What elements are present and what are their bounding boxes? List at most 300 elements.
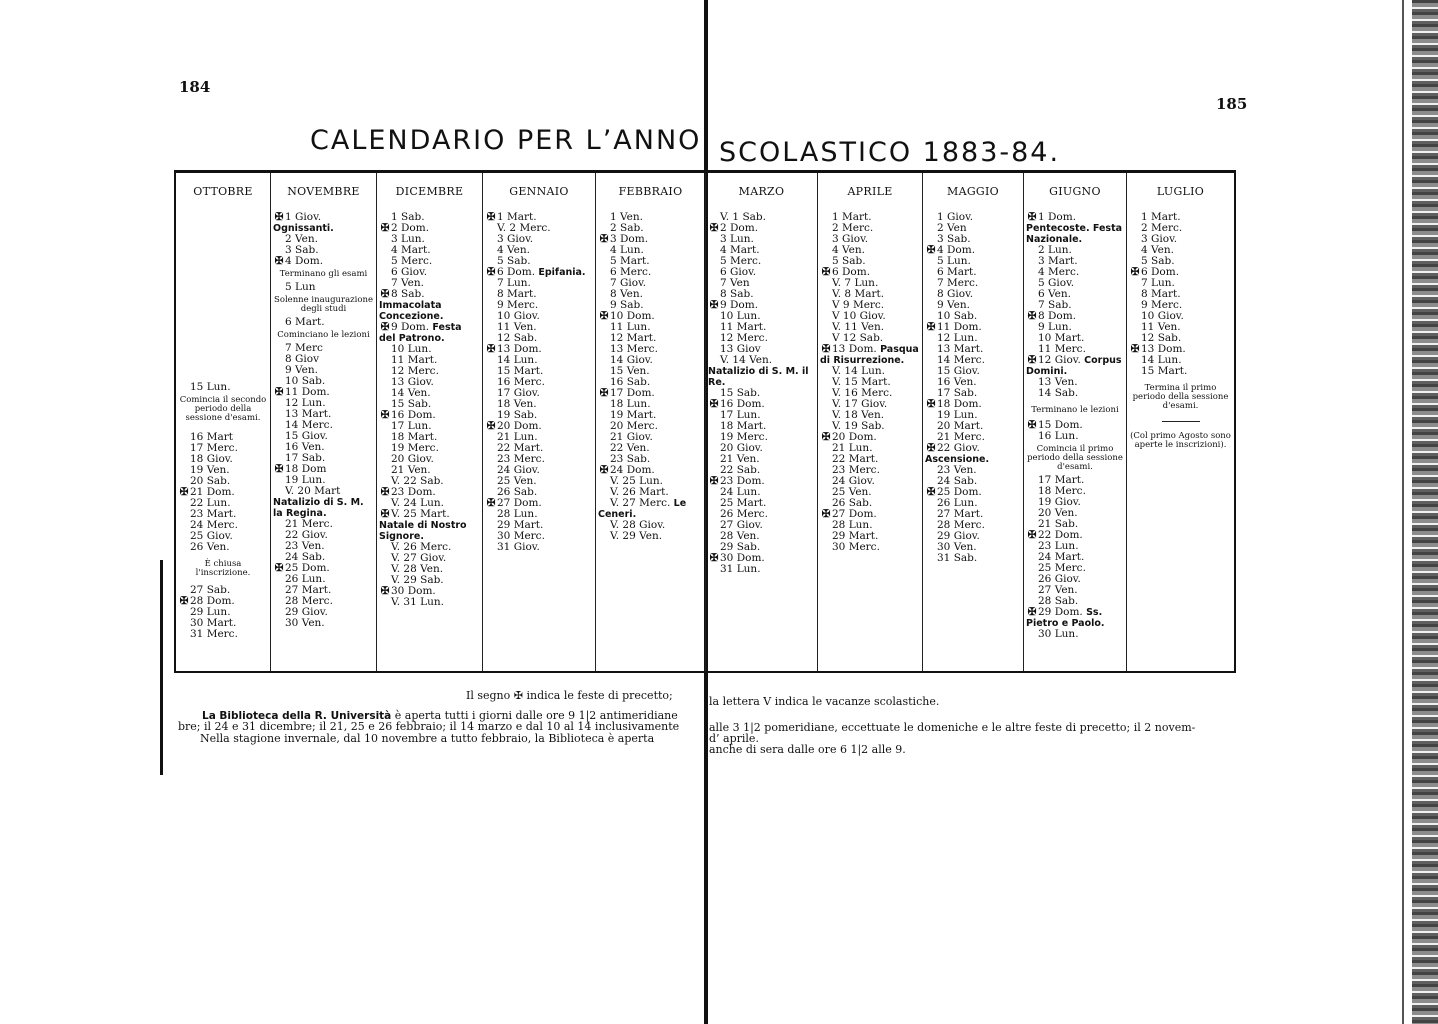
month-header: DICEMBRE [395,185,464,198]
day-label: 10 Dom. [610,310,655,322]
day-label: 10 Giov. [1141,310,1184,322]
day-label: 1 Mart. [832,211,872,223]
day-label: 21 Lun. [497,431,538,443]
day-label: 14 Merc. [285,419,333,431]
day-label: 3 Sab. [937,233,971,245]
day-label: 12 Merc. [391,365,439,377]
day-label: 13 Merc. [610,343,658,355]
day-label: 4 Lun. [610,244,644,256]
day-entry [1026,355,1124,377]
day-label: 10 Sab. [285,375,326,387]
holy-day-cross-icon: ✠ [179,595,189,607]
day-entry [1026,212,1124,245]
day-label: 6 Dom. [832,266,871,278]
day-label: 10 Giov. [497,310,540,322]
calendar-note: Cominciano le lezioni [277,330,370,340]
day-label: 1 Dom. [1038,211,1077,223]
day-label: 24 Sab. [285,551,326,563]
day-label: 7 Ven. [391,277,424,289]
feast-name: Pasqua di Risurrezione. [820,344,919,366]
day-label: 11 Ven. [1141,321,1181,333]
calendar-table [174,170,1236,673]
day-label: 27 Mart. [937,508,984,520]
day-label: 5 Lun. [937,255,971,267]
legend-right: la lettera V indica le vacanze scolastiche. [709,695,940,708]
day-label: 24 Giov. [832,475,875,487]
feast-name: Immacolata Concezione. [379,300,444,322]
day-label: 22 Ven. [610,442,650,454]
holy-day-cross-icon: ✠ [274,463,284,475]
holy-day-cross-icon: ✠ [179,486,189,498]
day-label: 4 Mart. [720,244,760,256]
day-label: 16 Sab. [610,376,651,388]
holy-day-cross-icon: ✠ [380,288,390,300]
day-label: 4 Ven. [497,244,530,256]
day-label: 9 Merc. [497,299,539,311]
day-label: 20 Dom. [832,431,877,443]
holy-day-cross-icon: ✠ [380,486,390,498]
day-label: 31 Giov. [497,541,540,553]
day-entry [598,498,703,520]
day-label: 6 Ven. [1038,288,1071,300]
day-label: 11 Dom. [285,386,330,398]
day-label: 12 Merc. [720,332,768,344]
day-label: 25 Merc. [1038,562,1086,574]
day-label: 7 Merc. [937,277,979,289]
holy-day-cross-icon: ✠ [274,386,284,398]
holy-day-cross-icon: ✠ [599,464,609,476]
month-header: MARZO [738,185,785,198]
day-label: 12 Sab. [497,332,538,344]
day-entry [925,443,1021,465]
holy-day-cross-icon: ✠ [821,431,831,443]
day-label: 17 Lun. [720,409,761,421]
day-label: 22 Mart. [497,442,544,454]
page-title [310,125,1070,168]
day-label: 21 Merc. [937,431,985,443]
holy-day-cross-icon: ✠ [1130,343,1140,355]
day-label: 25 Ven. [497,475,537,487]
day-label: 24 Giov. [497,464,540,476]
binding-shadow-line [1402,0,1404,1024]
day-label: 16 Dom. [720,398,765,410]
day-label: 17 Dom. [610,387,655,399]
holy-day-cross-icon: ✠ [274,211,284,223]
day-entry [820,542,920,553]
day-label: 18 Lun. [610,398,651,410]
day-label: 18 Dom [285,463,327,475]
title-right: SCOLASTICO 1883-84. [719,137,1061,168]
day-label: 8 Giov. [937,288,974,300]
day-label: V. 19 Sab. [832,420,885,432]
holy-day-cross-icon: ✠ [821,266,831,278]
holy-day-cross-icon: ✠ [926,442,936,454]
day-label: 15 Dom. [1038,419,1083,431]
day-label: 6 Dom. [497,266,539,278]
month-column-gennaio [483,173,596,671]
day-entry [273,486,374,519]
day-label: 28 Merc. [285,595,333,607]
day-label: 8 Dom. [1038,310,1077,322]
day-entry [273,282,374,293]
day-label: 9 Sab. [610,299,644,311]
day-label: 23 Dom. [720,475,765,487]
day-label: 19 Lun. [285,474,326,486]
day-entry [273,618,374,629]
day-label: 17 Lun. [391,420,432,432]
holy-day-cross-icon: ✠ [486,343,496,355]
day-label: 7 Lun. [497,277,531,289]
day-label: 13 Mart. [285,408,332,420]
month-column-dicembre [377,173,483,671]
day-label: 2 Ven [937,222,967,234]
day-label: 5 Mart. [610,255,650,267]
holy-day-cross-icon: ✠ [926,486,936,498]
day-label: 23 Merc. [497,453,545,465]
day-label: 5 Lun [285,281,316,293]
holy-day-cross-icon: ✠ [926,398,936,410]
day-label: V. 25 Lun. [610,475,663,487]
day-label: 1 Ven. [610,211,643,223]
day-label: 15 Mart. [497,365,544,377]
day-label: 7 Ven [720,277,750,289]
month-header: GIUGNO [1049,185,1101,198]
day-label: 19 Giov. [1038,496,1081,508]
holy-day-cross-icon: ✠ [1027,529,1037,541]
spacer [178,553,268,557]
day-label: 19 Lun. [937,409,978,421]
day-label: 23 Dom. [391,486,436,498]
month-column-giugno [1024,173,1127,671]
holy-day-cross-icon: ✠ [1130,266,1140,278]
day-label: 28 Lun. [497,508,538,520]
day-label: 20 Dom. [497,420,542,432]
day-label: 29 Lun. [190,606,231,618]
feast-name: Natalizio di S. M. il Re. [708,366,809,388]
day-label: 19 Mart. [610,409,657,421]
spacer [178,212,268,382]
day-entry [379,509,480,542]
day-label: 11 Dom. [937,321,982,333]
holy-day-cross-icon: ✠ [380,222,390,234]
day-label: 6 Merc. [610,266,652,278]
holy-day-cross-icon: ✠ [926,244,936,256]
day-label: 26 Sab. [832,497,873,509]
day-label: 10 Lun. [391,343,432,355]
day-label: 4 Dom. [285,255,324,267]
spacer [1026,399,1124,403]
day-label: 2 Dom. [391,222,430,234]
day-label: 7 Merc [285,342,323,354]
library-note-line2-right: d’ aprile. [709,732,759,745]
library-line1-text: è aperta tutti i giorni dalle ore 9 1|2 antimeridiane [394,709,678,722]
day-label: 26 Ven. [190,541,230,553]
day-entry [708,355,815,388]
day-label: 6 Giov. [391,266,428,278]
day-label: 5 Sab. [1141,255,1175,267]
day-entry [273,256,374,267]
day-entry [178,629,268,640]
holy-day-cross-icon: ✠ [380,409,390,421]
holy-day-cross-icon: ✠ [709,475,719,487]
day-label: 20 Mart. [937,420,984,432]
day-label: 20 Giov. [391,453,434,465]
holy-day-cross-icon: ✠ [1027,606,1037,618]
day-label: 3 Giov. [1141,233,1178,245]
title-left: CALENDARIO PER L’ANNO [310,125,702,156]
day-label: 18 Giov. [190,453,233,465]
day-label: V. 20 Mart [285,485,341,497]
day-entry [1026,431,1124,442]
day-label: 15 Mart. [1141,365,1188,377]
day-label: 30 Mart. [190,617,237,629]
day-label: 23 Mart. [190,508,237,520]
day-label: 29 Giov. [285,606,328,618]
day-label: 9 Dom. [391,321,433,333]
day-label: 16 Ven. [937,376,977,388]
day-label: V. 31 Lun. [391,596,444,608]
day-label: 17 Mart. [1038,474,1085,486]
day-entry [1026,388,1124,399]
day-label: 29 Sab. [720,541,761,553]
day-label: 26 Lun. [937,497,978,509]
calendar-note: Comincia il secondo periodo della sessione d'esami. [179,395,267,423]
holy-day-cross-icon: ✠ [926,321,936,333]
day-label: 21 Ven. [391,464,431,476]
day-label: 27 Mart. [285,584,332,596]
holy-day-cross-icon: ✠ [486,497,496,509]
day-label: 8 Giov [285,353,320,365]
day-label: 24 Sab. [937,475,978,487]
day-entry [708,564,815,575]
day-label: 8 Ven. [610,288,643,300]
day-label: V. 1 Sab. [720,211,766,223]
day-label: 30 Lun. [1038,628,1079,640]
day-label: 24 Mart. [1038,551,1085,563]
day-label: 14 Ven. [391,387,431,399]
day-label: 2 Dom. [720,222,759,234]
day-label: 13 Dom. [832,343,881,355]
day-label: 17 Sab. [937,387,978,399]
holy-day-cross-icon: ✠ [486,266,496,278]
day-label: V. 14 Ven. [720,354,773,366]
holy-day-cross-icon: ✠ [274,562,284,574]
page-edge-mark [160,560,163,775]
day-label: 3 Sab. [285,244,319,256]
day-label: V 12 Sab. [832,332,884,344]
day-label: 19 Ven. [190,464,230,476]
day-label: 7 Giov. [610,277,647,289]
day-label: 7 Sab. [1038,299,1072,311]
day-label: 22 Mart. [832,453,879,465]
month-column-marzo [706,173,818,671]
day-label: 12 Lun. [285,397,326,409]
day-label: 17 Merc. [190,442,238,454]
feast-name: Natalizio di S. M. la Regina. [273,497,364,519]
library-note-line3: Nella stagione invernale, dal 10 novembre a tutto febbraio, la Biblioteca è aperta [200,732,655,745]
day-label: 30 Merc. [497,530,545,542]
day-label: 18 Ven. [497,398,537,410]
day-label: 3 Giov. [832,233,869,245]
day-label: 25 Dom. [285,562,330,574]
day-label: 28 Dom. [190,595,235,607]
day-label: 9 Dom. [720,299,759,311]
day-label: 16 Ven. [285,441,325,453]
day-label: 20 Giov. [720,442,763,454]
day-label: 14 Lun. [497,354,538,366]
day-label: V. 16 Merc. [832,387,893,399]
day-label: 11 Ven. [497,321,537,333]
day-label: 24 Dom. [610,464,655,476]
day-label: 14 Lun. [1141,354,1182,366]
day-label: V. 26 Mart. [610,486,669,498]
day-label: 27 Sab. [190,584,231,596]
day-entry [1129,366,1232,377]
day-label: 14 Sab. [1038,387,1079,399]
day-label: 24 Lun. [720,486,761,498]
holy-day-cross-icon: ✠ [709,299,719,311]
day-label: 11 Mart. [720,321,767,333]
divider-rule [1162,421,1200,422]
day-label: 25 Dom. [937,486,982,498]
day-label: 23 Merc. [832,464,880,476]
month-column-febbraio [596,173,706,671]
holy-day-cross-icon: ✠ [486,211,496,223]
day-label: 13 Ven. [1038,376,1078,388]
month-column-luglio [1127,173,1234,671]
day-label: 4 Mart. [391,244,431,256]
day-label: 28 Merc. [937,519,985,531]
day-label: 17 Giov. [497,387,540,399]
day-entry [178,542,268,553]
day-label: 31 Merc. [190,628,238,640]
day-label: 26 Lun. [285,573,326,585]
holy-day-cross-icon: ✠ [486,420,496,432]
day-label: 5 Merc. [720,255,762,267]
day-label: 21 Sab. [1038,518,1079,530]
month-header: FEBBRAIO [618,185,683,198]
day-label: 3 Lun. [720,233,754,245]
day-label: 3 Giov. [497,233,534,245]
day-label: V 10 Giov. [832,310,886,322]
day-entry [379,322,480,344]
day-label: 3 Dom. [610,233,649,245]
day-label: 6 Dom. [1141,266,1180,278]
day-label: V. 18 Ven. [832,409,885,421]
feast-name: Le Ceneri. [598,498,687,520]
day-label: V. 28 Ven. [391,563,444,575]
day-label: 18 Dom. [937,398,982,410]
day-label: 8 Mart. [1141,288,1181,300]
feast-name: Epifania. [538,267,586,278]
calendar-note: Terminano le lezioni [1031,405,1119,415]
day-label: 6 Mart. [937,266,977,278]
day-label: V. 28 Giov. [610,519,666,531]
day-label: 3 Lun. [391,233,425,245]
calendar-note: Solenne inaugurazione degli studi [274,295,373,314]
day-label: 27 Dom. [497,497,542,509]
day-label: 9 Lun. [1038,321,1072,333]
day-label: 11 Lun. [610,321,651,333]
day-label: 1 Giov. [285,211,322,223]
day-label: 13 Dom. [1141,343,1186,355]
day-label: 27 Giov. [720,519,763,531]
calendar-note: (Col primo Agosto sono aperte le inscrizioni). [1130,431,1231,450]
day-entry [1026,629,1124,640]
day-label: 29 Dom. [1038,606,1087,618]
calendar-note: Terminano gli esami [279,269,368,279]
day-label: 22 Dom. [1038,529,1083,541]
day-label: 12 Lun. [937,332,978,344]
legend-left: Il segno ✠ indica le feste di precetto; [466,689,673,702]
day-label: 3 Mart. [1038,255,1078,267]
day-label: 2 Merc. [1141,222,1183,234]
day-label: 13 Dom. [497,343,542,355]
day-label: V. 7 Lun. [832,277,879,289]
day-label: V. 27 Merc. [610,497,674,509]
day-label: V. 26 Merc. [391,541,452,553]
day-label: 15 Giov. [937,365,980,377]
day-label: 12 Mart. [610,332,657,344]
feast-name: Ognissanti. [273,223,334,234]
day-label: 20 Merc. [610,420,658,432]
day-label: V 9 Merc. [832,299,885,311]
library-note-line1-right: alle 3 1|2 pomeridiane, eccettuate le domeniche e le altre feste di precetto; il 2 novem- [709,721,1196,734]
library-note-line2: bre; il 24 e 31 dicembre; il 21, 25 e 26 febbraio; il 14 marzo e dal 10 al 14 inclusivamente [178,720,680,733]
day-label: 11 Merc. [1038,343,1086,355]
day-label: 16 Mart [190,431,233,443]
holy-day-cross-icon: ✠ [274,255,284,267]
day-label: 16 Lun. [1038,430,1079,442]
day-label: 19 Merc. [720,431,768,443]
day-label: 1 Mart. [497,211,537,223]
holy-day-cross-icon: ✠ [1027,354,1037,366]
day-label: 30 Ven. [937,541,977,553]
day-label: 23 Sab. [610,453,651,465]
day-label: 17 Sab. [285,452,326,464]
day-label: 18 Mart. [391,431,438,443]
day-label: 26 Sab. [497,486,538,498]
day-label: 1 Giov. [937,211,974,223]
day-label: V. 8 Mart. [832,288,885,300]
feast-name: Festa del Patrono. [379,322,462,344]
day-label: 7 Lun. [1141,277,1175,289]
day-label: 14 Giov. [610,354,653,366]
month-header: OTTOBRE [193,185,253,198]
feast-name: Corpus Domini. [1026,355,1122,377]
day-label: 4 Ven. [1141,244,1174,256]
day-label: 15 Ven. [610,365,650,377]
day-label: 25 Giov. [190,530,233,542]
day-label: 22 Lun. [190,497,231,509]
holy-day-cross-icon: ✠ [1027,419,1037,431]
day-label: 24 Merc. [190,519,238,531]
day-label: 9 Ven. [285,364,318,376]
day-label: 30 Dom. [720,552,765,564]
day-label: 28 Sab. [1038,595,1079,607]
spacer [1129,377,1232,381]
day-label: 19 Merc. [391,442,439,454]
holy-day-cross-icon: ✠ [380,585,390,597]
day-label: 8 Mart. [497,288,537,300]
day-label: 20 Sab. [190,475,231,487]
day-label: 22 Giov. [285,529,328,541]
day-label: 22 Sab. [720,464,761,476]
day-entry [273,317,374,328]
day-label: V. 11 Ven. [832,321,885,333]
holy-day-cross-icon: ✠ [709,552,719,564]
holy-day-cross-icon: ✠ [821,508,831,520]
